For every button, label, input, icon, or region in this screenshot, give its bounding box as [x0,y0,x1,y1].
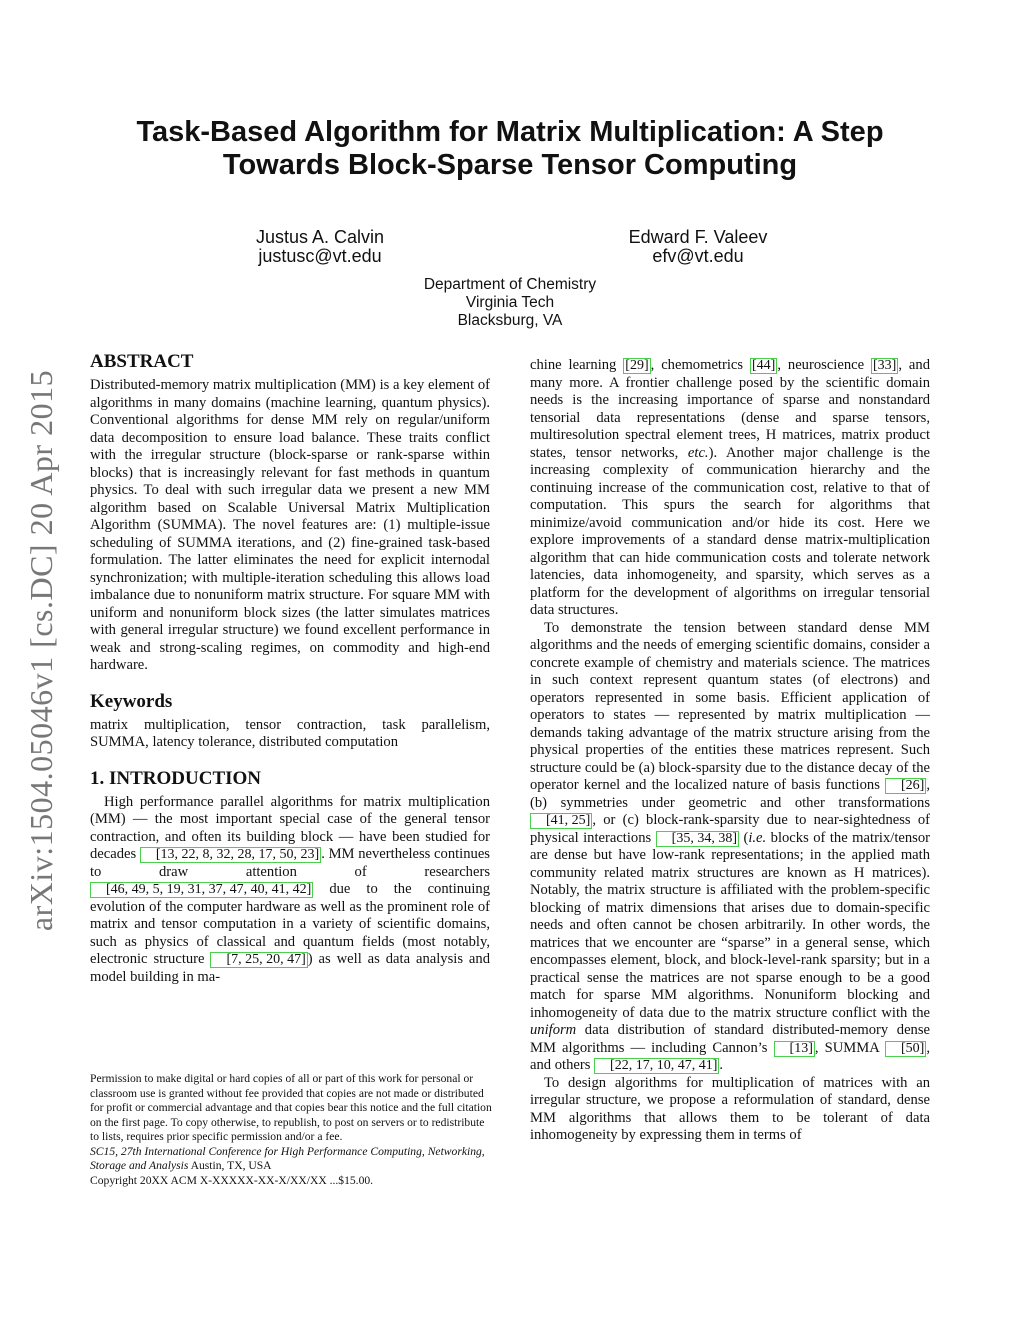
keywords-heading: Keywords [90,690,173,712]
citation-link[interactable]: [35, 34, 38] [656,831,739,847]
citation-link[interactable]: [46, 49, 5, 19, 31, 37, 47, 40, 41, 42] [90,882,313,898]
affiliation-line: Virginia Tech [465,294,555,311]
intro-paragraph: To demonstrate the tension between standard dense MM algorithms and the needs of emerging scientific domains, consider a concrete example of chemistry and materials science. The matrices in such context represent quantum states (of electrons) and operators represented in some basis. Efficient application of operators to states — represented by matrix multiplication — demands taking advantage of the matrix structure arising from the physical properties of the entities these matrices represent. Such structure could be (a) block-sparsity due to the distance decay of the operator kernel and the localized nature of basis functions [26] , (b) symmetries under geometric and other transformations [41, 25] , or (c) block-rank-sparsity due to near-sightedness of physical interactions [35, 34, 38] (i.e. blocks of the matrix/tensor are dense but have low-rank representations; in the applied math community related matrix structures are known as H matrices). Notably, the matrix structure is affiliated with the problem-specific blocking of matrix dimensions that arises due to domain-specific needs and often cannot be chosen arbitrarily. In other words, the matrices that we encounter are “sparse” in a general sense, which encompasses element, block, and block-level-rank sparsity; but in a practical sense the matrices are not sparse enough to be a good match for sparse MM algorithms. Nonuniform blocking and inhomogeneity of data due to the matrix structure conflict with the uniform data distribution of standard distributed-memory dense MM algorithms — including Cannon’s [13] , SUMMA [50] , and others [22, 17, 10, 47, 41] . [530,619,930,1073]
permission-footnote [90,1072,492,1188]
abstract-heading: ABSTRACT [90,351,194,372]
permission-text: Permission to make digital or hard copies of all or part of this work for personal or classroom use is granted without fee provided that copies are not made or distributed for profit or commercial advantage and that copies bear this notice and the full citation on the first page. To copy otherwise, to republish, to post on servers or to redistribute to lists, requires prior specific permission and/or a fee. [90,1072,492,1143]
affiliation [360,276,660,330]
author-block [220,228,420,266]
citation-link[interactable]: [13] [774,1041,815,1057]
affiliation-line: Department of Chemistry [423,276,597,293]
intro-paragraph: To design algorithms for multiplication of matrices with an irregular structure, we propose a reformulation of standard, dense MM algorithms that allows them to be tolerant of data inhomogeneity by expressing them in terms of [530,1074,930,1143]
citation-link[interactable]: [41, 25] [530,813,592,829]
keywords-text: matrix multiplication, tensor contraction, task parallelism, SUMMA, latency tolerance, distributed computation [90,716,490,750]
author-name: Edward F. Valeev [628,227,768,247]
arxiv-stamp [4,355,79,945]
paper-title: Task-Based Algorithm for Matrix Multiplication: A Step Towards Block-Sparse Tensor Computing [136,116,884,181]
arxiv-id: arXiv:1504.05046v1 [cs.DC] 20 Apr 2015 [23,369,60,931]
citation-link[interactable]: [29] [625,358,649,373]
intro-heading: 1. INTRODUCTION [90,767,262,789]
author-email: justusc@vt.edu [258,246,382,266]
affiliation-line: Blacksburg, VA [457,312,563,329]
author-name: Justus A. Calvin [255,227,385,247]
abstract-text: Distributed-memory matrix multiplication (MM) is a key element of algorithms in many domains (machine learning, quantum physics). Conventional algorithms for dense MM rely on regular/uniform data decomposition to ensure load balance. These traits conflict with the irregular structure (block-sparse or rank-sparse within blocks) that is increasingly relevant for fast methods in quantum physics. To deal with such irregular data we present a new MM algorithm based on Scalable Universal Matrix Multiplication Algorithm (SUMMA). The novel features are: (1) multiple-issue scheduling of SUMMA iterations, and (2) fine-grained task-based formulation. The latter eliminates the need for explicit internodal synchronization; with multiple-iteration scheduling this allows load imbalance due to nonuniform matrix structure. For square MM with uniform and nonuniform block sizes (the latter simulates matrices with general irregular structure) we found excellent performance in weak and strong-scaling regimes, on commodity and high-end hardware. [90,377,490,673]
citation-link[interactable]: [33] [873,358,897,373]
citation-link[interactable]: [44] [752,358,776,373]
citation-link[interactable]: [22, 17, 10, 47, 41] [594,1058,719,1074]
citation-link[interactable]: [7, 25, 20, 47] [210,952,307,968]
citation-link[interactable]: [26] [885,778,926,794]
left-column [90,350,490,986]
author-block [598,228,798,266]
right-column [530,357,930,1145]
author-email: efv@vt.edu [652,246,744,266]
copyright-line: Copyright 20XX ACM X-XXXXX-XX-X/XX/XX ...$15.00. [90,1173,374,1187]
conference-line: SC15, 27th International Conference for High Performance Computing, Networking, Storage and Analysis Austin, TX, USA [90,1144,485,1172]
intro-paragraph-continued: chine learning [29] , chemometrics [44] , neuroscience [33] , and many more. A frontier challenge posed by the scientific domain needs is the increasing importance of sparse and nonstandard tensorial data representations (dense and sparse tensors, multiresolution spectral element trees, H matrices, matrix product states, tensor networks, etc.). Another major challenge is the increasing complexity of communication hierarchy and the continuing increase of the communication cost, relative to that of computation. This spurs the search for algorithms that minimize/avoid communication and/or hide its cost. Here we explore improvements of a standard dense matrix-multiplication algorithm that can hide communication costs and tolerate network latencies, data inhomogeneity, and sparsity, which serves as a platform for the development of algorithms on irregular tensorial data structures. [530,357,930,618]
intro-paragraph: High performance parallel algorithms for matrix multiplication (MM) — the most important special case of the general tensor contraction, and often its building block — have been studied for decades [13, 22, 8, 32, 28, 17, 50, 23] . MM nevertheless continues to draw attention of researchers [46, 49, 5, 19, 31, 37, 47, 40, 41, 42] due to the continuing evolution of the computer hardware as well as the prominent role of matrix and tensor computation in a variety of scientific domains, such as physics of classical and quantum fields (most notably, electronic structure [7, 25, 20, 47] ) as well as data analysis and model building in ma- [90,793,490,985]
citation-link[interactable]: [50] [885,1041,926,1057]
citation-link[interactable]: [13, 22, 8, 32, 28, 17, 50, 23] [140,847,321,863]
